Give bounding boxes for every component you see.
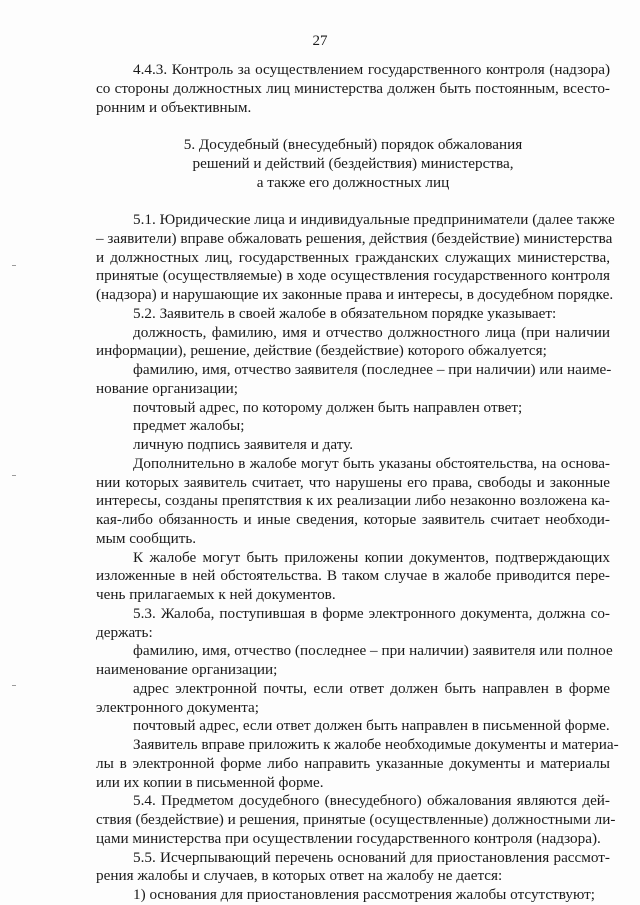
text-line: ствия (бездействие) и решения, принятые (осуществленные) должностными ли- [96,811,616,828]
scan-margin-mark [12,265,16,266]
text-line: информации), решение, действие (бездействие) которого обжалуется; [96,342,547,360]
text-line: Дополнительно в жалобе могут быть указаны обстоятельства, на основа- [133,454,610,472]
page-number: 27 [312,33,328,49]
text-line: нии которых заявитель считает, что нарушены его права, свободы и законные [96,473,610,491]
text-line: почтовый адрес, по которому должен быть направлен ответ; [133,398,523,416]
section-heading-line: 5. Досудебный (внесудебный) порядок обжалования [183,136,523,153]
text-line: Заявитель вправе приложить к жалобе необходимые документы и материа- [133,736,619,753]
text-line: почтовый адрес, если ответ должен быть направлен в письменной форме. [133,717,610,735]
text-line: предмет жалобы; [133,417,245,435]
text-line: нование организации; [96,379,238,397]
text-line: 4.4.3. Контроль за осуществлением государственного контроля (надзора) [133,61,610,78]
text-line: ронним и объективным. [96,98,252,116]
text-line: 5.5. Исчерпывающий перечень оснований для приостановления рассмот- [133,848,610,866]
text-line: со стороны должностных лиц министерства должен быть постоянным, всесто- [96,79,610,97]
scan-margin-mark [12,685,16,686]
text-line: (надзора) и нарушающие их законные права и интересы, в досудебном порядке. [96,286,614,303]
text-line: должность, фамилию, имя и отчество должностного лица (при наличии [133,323,610,341]
text-line: 5.4. Предметом досудебного (внесудебного) обжалования являются дей- [133,792,610,810]
text-line: изложенные в ней обстоятельства. В таком случае в жалобе приводится пере- [96,567,610,585]
text-line: рения жалобы и случаев, в которых ответ на жалобу не дается: [96,867,503,885]
text-line: лы в электронной форме либо направить указанные документы и материалы [96,754,610,772]
scan-margin-mark [12,475,16,476]
text-line: цами министерства при осуществлении государственного контроля (надзора). [96,829,601,847]
text-line: принятые (осуществляемые) в ходе осуществления государственного контроля [96,267,610,285]
text-line: держать: [96,623,153,641]
text-line: и должностных лиц, государственных гражданских служащих министерства, [96,248,610,266]
text-line: наименование организации; [96,661,278,678]
text-line: или их копии в письменной форме. [96,773,324,791]
text-line: 5.1. Юридические лица и индивидуальные предприниматели (далее также [133,211,615,228]
text-line: личную подпись заявителя и дату. [133,436,354,453]
text-line: мым сообщить. [96,529,197,547]
text-line: кая-либо обязанность и иные сведения, которые заявитель считает необходи- [96,511,610,528]
text-line: чень прилагаемых к ней документов. [96,586,336,603]
text-line: 1) основания для приостановления рассмотрения жалобы отсутствуют; [133,886,595,903]
text-line: 5.3. Жалоба, поступившая в форме электронного документа, должна со- [133,604,610,622]
text-line: электронного документа; [96,698,259,716]
text-line: – заявители) вправе обжаловать решения, действия (бездействие) министерства [96,229,613,247]
section-heading-line: решений и действий (бездействия) министерства, [192,154,514,172]
section-heading-line: а также его должностных лиц [256,173,450,191]
text-line: 5.2. Заявитель в своей жалобе в обязательном порядке указывает: [133,304,557,322]
text-line: фамилию, имя, отчество заявителя (последнее – при наличии) или наиме- [133,361,612,378]
text-line: К жалобе могут быть приложены копии документов, подтверждающих [133,548,610,566]
text-line: фамилию, имя, отчество (последнее – при наличии) заявителя или полное [133,642,613,660]
text-line: интересы, созданы препятствия к их реализации либо незаконно возложена ка- [96,492,610,510]
text-line: адрес электронной почты, если ответ должен быть направлен в форме [133,679,610,697]
